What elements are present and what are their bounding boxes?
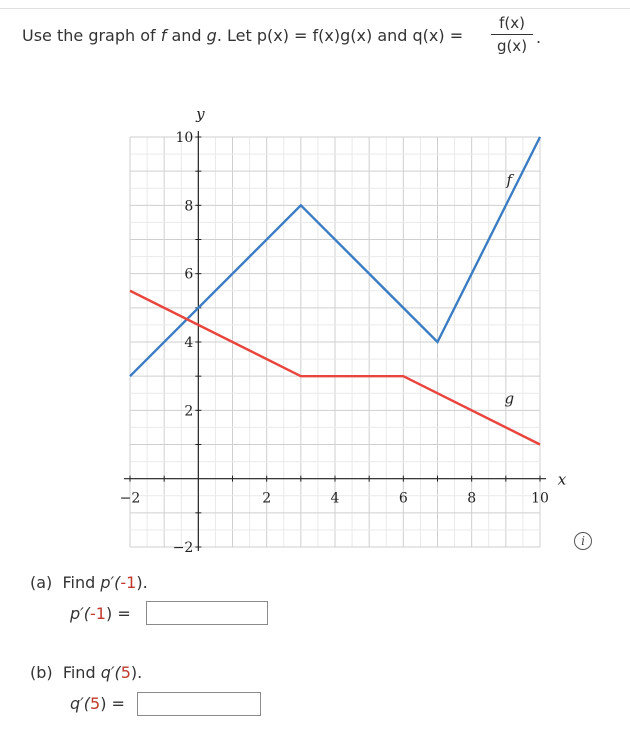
question-text <box>22 26 463 45</box>
question-p-definition: p(x) = f(x)g(x) <box>256 26 373 45</box>
part-b-expr: q′( <box>100 663 121 682</box>
top-divider <box>0 8 630 9</box>
part-a-arg: -1 <box>120 573 137 592</box>
part-b-close: ). <box>130 663 143 682</box>
part-a-answer-post: ) = <box>105 604 131 623</box>
part-a-answer-label <box>70 604 131 623</box>
series-label-f: f <box>506 170 513 189</box>
part-b-find: Find <box>62 663 96 682</box>
question-and: and <box>166 26 207 45</box>
question-prefix: Use the graph of <box>22 26 161 45</box>
series-label-g: g <box>504 389 515 408</box>
graph <box>0 80 630 560</box>
part-b-answer-pre: q′( <box>70 694 91 713</box>
part-a-answer-pre: p′( <box>70 604 91 623</box>
question-and2: and <box>372 26 413 45</box>
question-period: . <box>536 28 542 47</box>
y-tick-label: 10 <box>175 130 194 146</box>
y-tick-label: 6 <box>184 266 194 283</box>
y-tick-label: 2 <box>184 403 194 420</box>
question-q-lhs: q(x) = <box>412 26 464 45</box>
q-denominator: g(x) <box>496 37 528 55</box>
info-icon[interactable]: i <box>574 532 592 550</box>
x-axis-label: x <box>557 470 567 489</box>
y-tick-label: 4 <box>184 335 194 351</box>
x-tick-label: 10 <box>531 490 549 507</box>
question-let: . Let <box>216 26 257 45</box>
x-tick-label: 4 <box>330 490 340 507</box>
x-tick-label: 8 <box>467 490 477 507</box>
part-a-close: ). <box>136 573 148 592</box>
part-a-label: (a) <box>30 573 53 592</box>
part-a-answer-input[interactable] <box>146 601 268 625</box>
part-a-find: Find <box>62 573 96 592</box>
q-fraction <box>489 14 535 55</box>
part-b-answer-label <box>70 694 125 713</box>
part-a-prompt <box>30 573 148 592</box>
y-axis-label: y <box>196 105 205 123</box>
part-a-answer-arg: -1 <box>90 604 106 623</box>
question-f: f <box>160 26 167 45</box>
q-numerator: f(x) <box>499 14 525 32</box>
part-b-label: (b) <box>30 663 53 682</box>
part-a-expr: p′( <box>100 573 121 592</box>
part-b-prompt <box>30 663 142 682</box>
y-tick-label: −2 <box>172 540 194 556</box>
question-g: g <box>206 26 217 45</box>
part-b-arg: 5 <box>120 663 131 682</box>
part-b-answer-arg: 5 <box>90 694 101 713</box>
y-tick-label: 8 <box>184 198 194 215</box>
x-tick-label: 6 <box>398 490 408 507</box>
part-b-answer-input[interactable] <box>137 692 261 716</box>
x-tick-label: −2 <box>119 490 141 507</box>
x-tick-label: 2 <box>262 490 272 507</box>
part-b-answer-post: ) = <box>100 694 125 713</box>
